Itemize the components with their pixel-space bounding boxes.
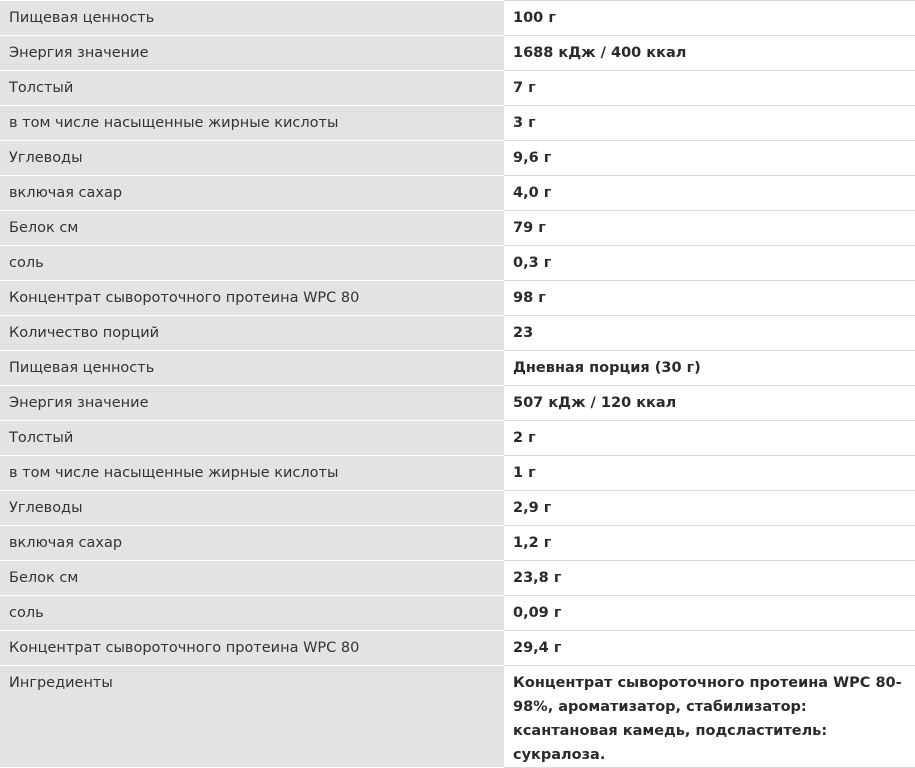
table-row bbox=[0, 316, 915, 351]
row-label: Концентрат сывороточного протеина WPC 80 bbox=[0, 631, 504, 666]
table-row bbox=[0, 106, 915, 141]
row-label: Концентрат сывороточного протеина WPC 80 bbox=[0, 281, 504, 316]
table-row bbox=[0, 596, 915, 631]
row-label: Углеводы bbox=[0, 491, 504, 526]
table-row bbox=[0, 281, 915, 316]
row-value: 3 г bbox=[504, 106, 915, 141]
table-row bbox=[0, 456, 915, 491]
table-row-ingredients bbox=[0, 666, 915, 768]
row-label: Энергия значение bbox=[0, 36, 504, 71]
row-value: 2 г bbox=[504, 421, 915, 456]
nutrition-table-body bbox=[0, 1, 915, 768]
table-row bbox=[0, 386, 915, 421]
row-value: 0,3 г bbox=[504, 246, 915, 281]
row-value: 0,09 г bbox=[504, 596, 915, 631]
row-value: 79 г bbox=[504, 211, 915, 246]
row-label: соль bbox=[0, 246, 504, 281]
row-value: 29,4 г bbox=[504, 631, 915, 666]
table-row bbox=[0, 526, 915, 561]
row-value: 1 г bbox=[504, 456, 915, 491]
table-row bbox=[0, 246, 915, 281]
row-label: Пищевая ценность bbox=[0, 1, 504, 36]
row-value: Дневная порция (30 г) bbox=[504, 351, 915, 386]
row-label: соль bbox=[0, 596, 504, 631]
row-value: 507 кДж / 120 ккал bbox=[504, 386, 915, 421]
table-row bbox=[0, 141, 915, 176]
ingredients-value: Концентрат сывороточного протеина WPC 80-98%, ароматизатор, стабилизатор: ксантановая камедь, подсластитель: сукралоза. bbox=[504, 666, 915, 768]
row-label: Пищевая ценность bbox=[0, 351, 504, 386]
row-label: Углеводы bbox=[0, 141, 504, 176]
row-label: Белок см bbox=[0, 211, 504, 246]
row-value: 7 г bbox=[504, 71, 915, 106]
row-label: включая сахар bbox=[0, 526, 504, 561]
table-row bbox=[0, 36, 915, 71]
table-row bbox=[0, 71, 915, 106]
row-value: 23,8 г bbox=[504, 561, 915, 596]
ingredients-label: Ингредиенты bbox=[0, 666, 504, 768]
row-label: Количество порций bbox=[0, 316, 504, 351]
table-row bbox=[0, 631, 915, 666]
row-label: Белок см bbox=[0, 561, 504, 596]
table-row bbox=[0, 491, 915, 526]
row-label: включая сахар bbox=[0, 176, 504, 211]
row-value: 4,0 г bbox=[504, 176, 915, 211]
row-value: 1688 кДж / 400 ккал bbox=[504, 36, 915, 71]
row-label: Толстый bbox=[0, 421, 504, 456]
row-label: Толстый bbox=[0, 71, 504, 106]
row-value: 2,9 г bbox=[504, 491, 915, 526]
table-row bbox=[0, 211, 915, 246]
table-row bbox=[0, 1, 915, 36]
table-row bbox=[0, 561, 915, 596]
row-label: в том числе насыщенные жирные кислоты bbox=[0, 106, 504, 141]
table-row bbox=[0, 176, 915, 211]
row-label: Энергия значение bbox=[0, 386, 504, 421]
row-label: в том числе насыщенные жирные кислоты bbox=[0, 456, 504, 491]
row-value: 100 г bbox=[504, 1, 915, 36]
table-row bbox=[0, 351, 915, 386]
row-value: 98 г bbox=[504, 281, 915, 316]
row-value: 1,2 г bbox=[504, 526, 915, 561]
table-row bbox=[0, 421, 915, 456]
row-value: 23 bbox=[504, 316, 915, 351]
row-value: 9,6 г bbox=[504, 141, 915, 176]
